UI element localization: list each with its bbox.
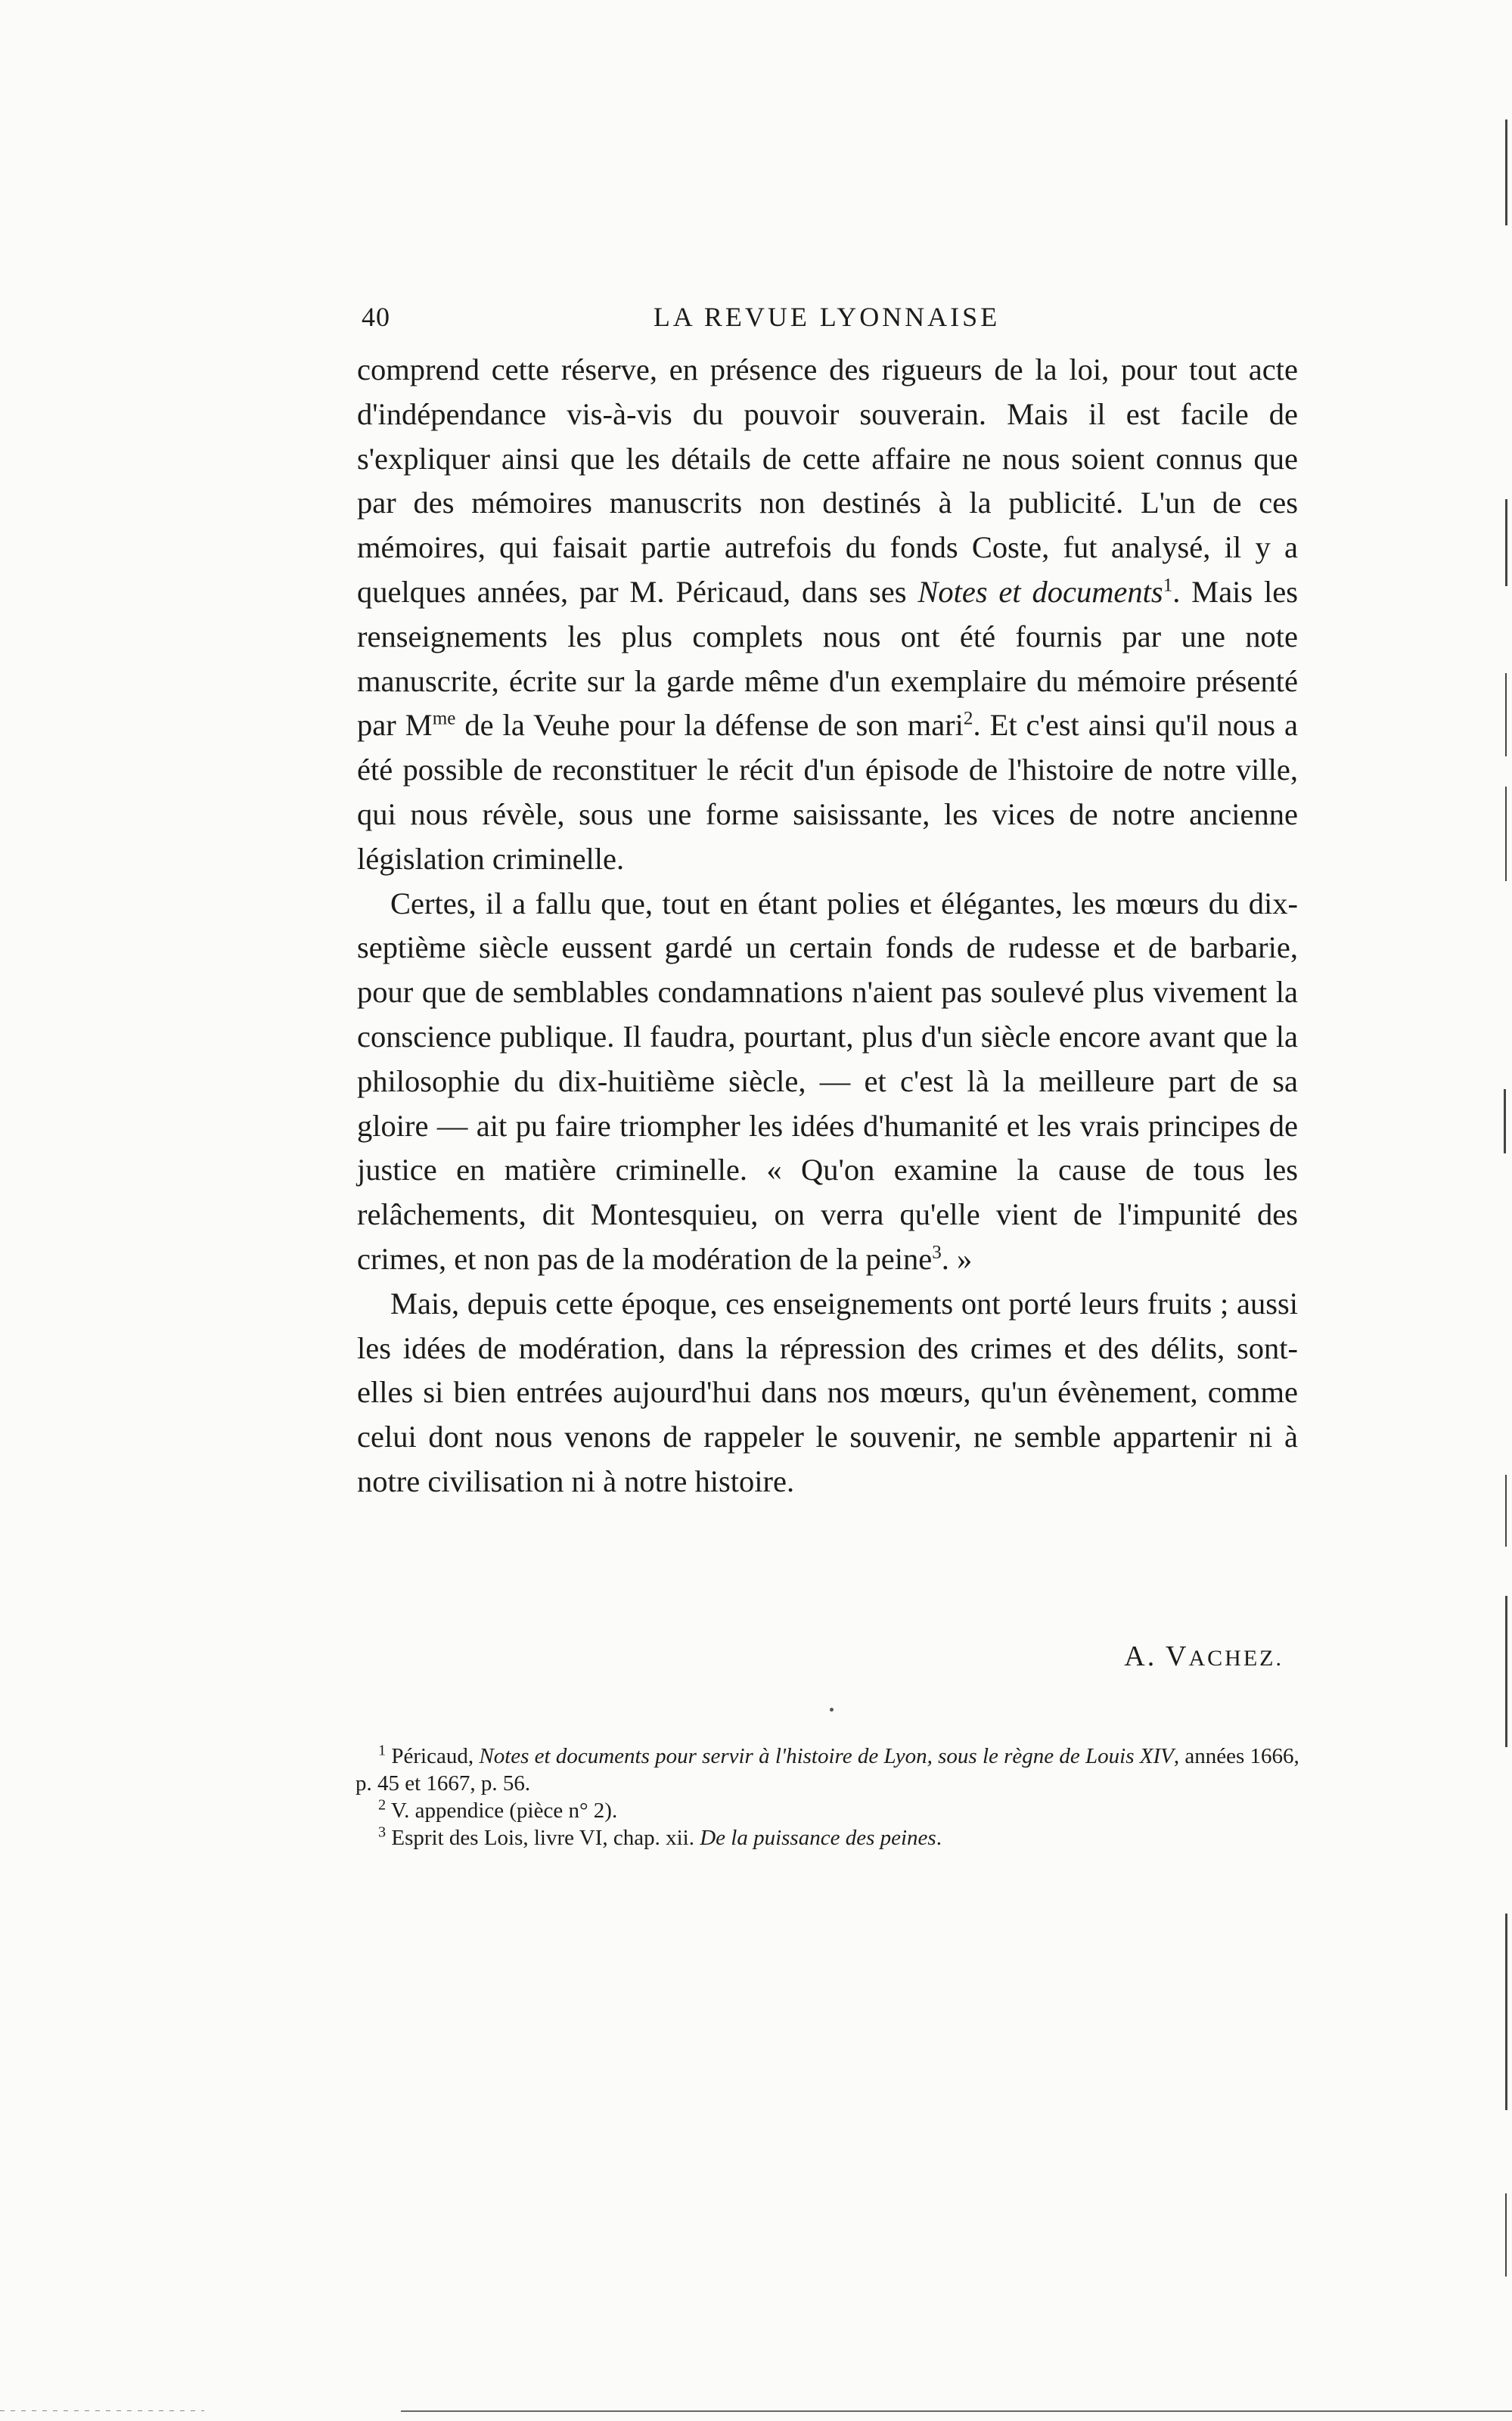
footnotes [355, 1743, 1301, 1851]
scan-edge-mark [1505, 2193, 1507, 2277]
title-abbrev-superscript: me [432, 708, 456, 729]
journal-title: LA REVUE LYONNAISE [653, 302, 1001, 332]
scan-edge-mark [1505, 499, 1507, 586]
page-bottom-dashes [0, 2410, 204, 2411]
cited-work-title: Notes et documents [917, 574, 1163, 609]
printing-speck [830, 1708, 834, 1712]
page-bottom-rule [401, 2410, 1512, 2412]
paragraph-2: Certes, il a fallu que, tout en étant polies et élégantes, les mœurs du dix-septième siècle eussent gardé un certain fonds de rudesse et de barbarie, pour que de semblables condamnations n'aient pas soulevé plus vivement la conscience publique. Il faudra, pourtant, plus d'un siècle encore avant que la philosophie du dix-huitième siècle, — et c'est là la meilleure part de sa gloire — ait pu faire triompher les idées d'humanité et les vrais principes de justice en matière criminelle. « Qu'on examine la cause de tous les relâchements, dit Montesquieu, on verra qu'elle vient de l'impunité des crimes, et non pas de la modération de la peine$^3$. » [357, 886, 1298, 1276]
scan-edge-mark [1505, 787, 1507, 881]
page-number: 40 [362, 302, 390, 332]
footnote-ref-2: 2 [963, 708, 973, 729]
scan-edge-mark [1505, 1596, 1507, 1747]
scan-edge-mark [1505, 119, 1507, 225]
article-body [357, 348, 1298, 1504]
paragraph-3: Mais, depuis cette époque, ces enseignements ont porté leurs fruits ; aussi les idées de modération, dans la répression des crimes et des délits, sont-elles si bien entrées aujourd'hui dans nos mœurs, qu'un évènement, comme celui dont nous venons de rappeler le souvenir, ne semble appartenir ni à notre civilisation ni à notre histoire. [357, 1286, 1298, 1498]
footnote-3: $^3$ Esprit des Lois, livre VI, chap. xii. De la puissance des peines. [378, 1824, 942, 1850]
running-head [354, 301, 1299, 339]
footnote-ref-3: 3 [932, 1242, 942, 1263]
author-signature: A. VACHEZ. [1124, 1640, 1284, 1672]
scan-edge-mark [1505, 673, 1507, 756]
footnote-2: $^2$ V. appendice (pièce n° 2). [378, 1796, 618, 1823]
footnote-1: $^1$ Péricaud, Notes et documents pour servir à l'histoire de Lyon, sous le règne de Louis XIV, années 1666, p. 45 et 1667, p. 56. [355, 1742, 1299, 1796]
scan-edge-mark [1504, 1089, 1506, 1153]
scan-edge-mark [1505, 1914, 1507, 2110]
paragraph-1: comprend cette réserve, en présence des rigueurs de la loi, pour tout acte d'indépendance vis-à-vis du pouvoir souverain. Mais il est facile de s'expliquer ainsi que les détails de cette affaire ne nous soient connus que par des mémoires manuscrits non destinés à la publicité. L'un de ces mémoires, qui faisait partie autrefois du fonds Coste, fut analysé, il y a quelques années, par M. Péricaud, dans ses Notes et documents$^1$. Mais les renseignements les plus complets nous ont été fournis par une note manuscrite, écrite sur la garde même d'un exemplaire du mémoire présenté par $M^{me}$ de la Veuhe pour la défense de son mari$^2$. Et c'est ainsi qu'il nous a été possible de reconstituer le récit d'un épisode de l'histoire de notre ville, qui nous révèle, sous une forme saisissante, les vices de notre ancienne législation criminelle. [357, 352, 1298, 876]
scan-edge-mark [1505, 1475, 1507, 1547]
footnote-ref-1: 1 [1163, 575, 1173, 596]
